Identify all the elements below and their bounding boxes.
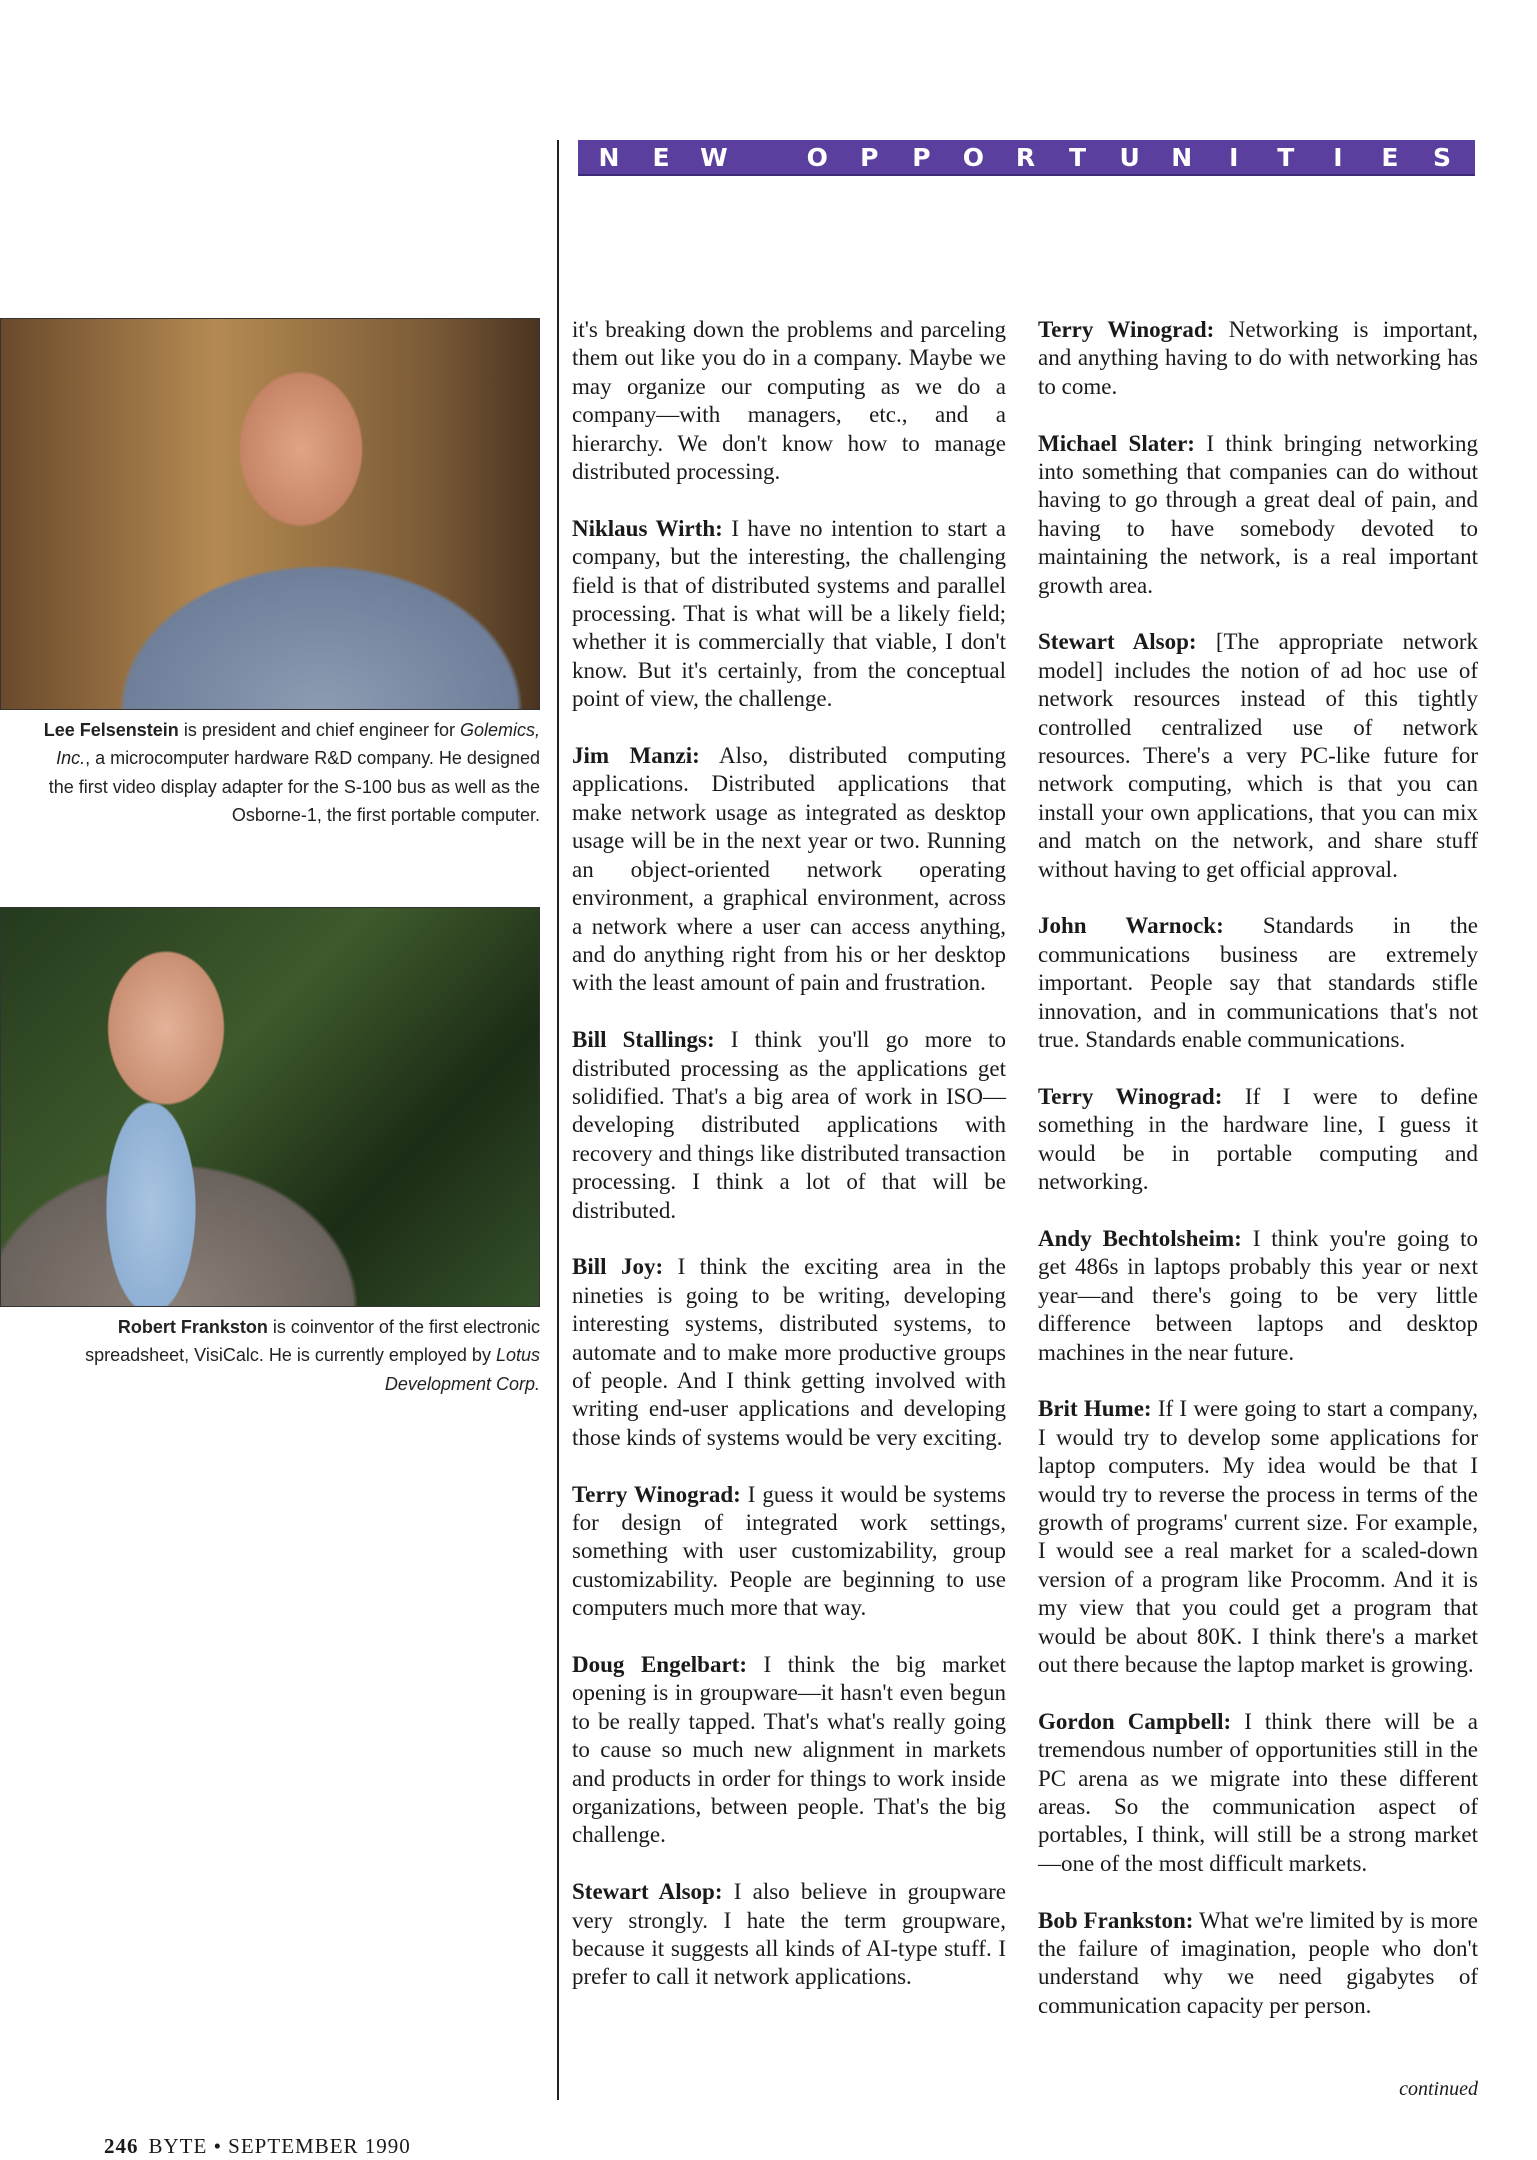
paragraph bbox=[1038, 628, 1478, 884]
banner-letter: N bbox=[1171, 142, 1193, 172]
paragraph bbox=[1038, 1225, 1478, 1367]
speaker-name: Bill Stallings: bbox=[572, 1027, 715, 1053]
caption-robert-frankston bbox=[40, 1313, 540, 1398]
banner-letter: W bbox=[700, 142, 728, 172]
paragraph bbox=[572, 1651, 1006, 1850]
banner-letter: P bbox=[860, 142, 879, 172]
paragraph bbox=[572, 1878, 1006, 1992]
speaker-name: Michael Slater: bbox=[1038, 430, 1195, 456]
paragraph-text: Standards in the communications business are extremely important. People say that standards stifle innovation, and in communications that's not true. Standards enable communications. bbox=[1038, 913, 1478, 1053]
caption-name: Robert Frankston bbox=[117, 1317, 268, 1337]
paragraph-text: it's breaking down the problems and parceling them out like you do in a company. Maybe we may organize our computing as we do a company—with managers, etc., and a hierarchy. We don't know how to manage distributed processing. bbox=[572, 317, 1006, 485]
paragraph bbox=[1038, 1708, 1478, 1878]
speaker-name: Stewart Alsop: bbox=[572, 1879, 723, 1905]
banner-letter: I bbox=[1333, 142, 1343, 172]
speaker-name: Bill Joy: bbox=[572, 1254, 664, 1280]
speaker-name: John Warnock: bbox=[1038, 913, 1224, 939]
column-rule bbox=[557, 140, 559, 2100]
paragraph bbox=[572, 515, 1006, 714]
photo-lee-felsenstein bbox=[0, 318, 540, 710]
paragraph-text: I think bringing networking into something that companies can do without having to go through a great deal of pain, and having to have somebody devoted to maintaining the network, is a real important growth area. bbox=[1038, 430, 1478, 598]
paragraph-text: Networking is important, and anything having to do with networking has to come. bbox=[1038, 317, 1478, 399]
speaker-name: Doug Engelbart: bbox=[572, 1652, 747, 1677]
section-banner bbox=[578, 140, 1475, 176]
caption-lee-felsenstein bbox=[40, 716, 540, 830]
paragraph-text: I think the big market opening is in groupware—it hasn't even begun to be really tapped. That's what's really going to cause so much new alignment in markets and products in order for things to work inside organizations, between people. That's the big challenge. bbox=[572, 1652, 1006, 1848]
banner-letter: P bbox=[912, 142, 931, 172]
paragraph bbox=[1038, 316, 1478, 401]
speaker-name: Stewart Alsop: bbox=[1038, 629, 1197, 655]
banner-letter: N bbox=[598, 142, 620, 172]
paragraph bbox=[572, 1481, 1006, 1623]
speaker-name: Bob Frankston: bbox=[1038, 1907, 1194, 1933]
paragraph-text: I guess it would be systems for design of integrated work settings, something with user customizability, group customizability. People are beginning to use computers much more that way. bbox=[572, 1481, 1006, 1621]
paragraph bbox=[1038, 1907, 1478, 2021]
banner-letter: S bbox=[1432, 142, 1451, 172]
page-number: 246 bbox=[104, 2134, 139, 2158]
banner-letter: E bbox=[1381, 142, 1399, 172]
speaker-name: Terry Winograd: bbox=[1038, 317, 1215, 342]
speaker-name: Terry Winograd: bbox=[572, 1481, 741, 1507]
paragraph-text: I think you're going to get 486s in laptops probably this year or next year—and there's going to be very little difference between laptops and desktop machines in the near future. bbox=[1038, 1225, 1479, 1365]
paragraph bbox=[1038, 1083, 1478, 1197]
paragraph bbox=[572, 1253, 1006, 1452]
banner-letter: I bbox=[1229, 142, 1239, 172]
speaker-name: Terry Winograd: bbox=[1038, 1083, 1223, 1109]
paragraph-text: What we're limited by is more the failure of imagination, people who don't understand why we need gigabytes of communication capacity per person. bbox=[1038, 1907, 1478, 2018]
banner-letter: T bbox=[1277, 142, 1295, 172]
caption-text: is president and chief engineer for bbox=[178, 720, 460, 740]
caption-text: , a microcomputer hardware R&D company. He designed the first video display adapter for the S-100 bus as well as the Osborne-1, the first portable computer. bbox=[48, 748, 540, 826]
caption-company: Golemics, Inc. bbox=[56, 720, 540, 769]
speaker-name: Andy Bechtolsheim: bbox=[1038, 1225, 1242, 1251]
caption-text: is coinventor of the first electronic spreadsheet, VisiCalc. He is currently employed by bbox=[85, 1317, 540, 1366]
speaker-name: Brit Hume: bbox=[1038, 1396, 1152, 1422]
banner-letter: T bbox=[1069, 142, 1087, 172]
caption-name: Lee Felsenstein bbox=[43, 720, 179, 740]
paragraph-text: I also believe in groupware very strongly. I hate the term groupware, because it suggests all kinds of AI-type stuff. I prefer to call it network applications. bbox=[572, 1879, 1006, 1990]
paragraph-text: I have no intention to start a company, but the interesting, the challenging field is that of distributed systems and parallel processing. That is what will be a likely field; whether it is commercially that viable, I don't know. But it's certainly, from the conceptual point of view, the challenge. bbox=[572, 515, 1006, 712]
paragraph bbox=[572, 1026, 1006, 1225]
paragraph-text: If I were going to start a company, I would try to develop some applications for laptop computers. My idea would be that I would try to reverse the process in terms of the growth of programs' current size. For example, I would see a real market for a scaled-down version of a program like Procomm. And it is my view that you could get a program that would be about 80K. I think there's a market out there because the laptop market is growing. bbox=[1038, 1396, 1478, 1677]
paragraph bbox=[572, 316, 1006, 486]
paragraph bbox=[1038, 1395, 1478, 1679]
banner-letter: O bbox=[806, 142, 828, 172]
banner-letter: R bbox=[1015, 142, 1036, 172]
paragraph-text: I think there will be a tremendous number of opportunities still in the PC arena as we migrate into these different areas. So the communication aspect of portables, I think, will still be a strong market—one of the most difficult markets. bbox=[1038, 1708, 1478, 1876]
caption-company: Lotus Development Corp. bbox=[384, 1345, 540, 1394]
paragraph-text: [The appropriate network model] includes the notion of ad hoc use of network resources instead of this tightly controlled centralized use of network resources. There's a very PC-like future for network computing, which is that you can install your own applications, that you can mix and match on the network, and share stuff without having to get official approval. bbox=[1038, 629, 1478, 882]
speaker-name: Jim Manzi: bbox=[572, 743, 700, 769]
continued-label: continued bbox=[1399, 2078, 1478, 2100]
paragraph-text: I think the exciting area in the nineties is going to be writing, developing interesting systems, distributed systems, to automate and to make more productive groups of people. And I think getting involved with writing end-user applications and developing those kinds of systems would be very exciting. bbox=[572, 1254, 1007, 1450]
banner-letter: U bbox=[1119, 142, 1140, 172]
paragraph-text: Also, distributed computing applications. Distributed applications that make network usage as integrated as desktop usage will be in the next year or two. Running an object-oriented network operating environment, a graphical environment, across a network where a user can access anything, and do anything right from his or her desktop with the least amount of pain and frustration. bbox=[572, 743, 1006, 996]
footer-text: BYTE • SEPTEMBER 1990 bbox=[148, 2134, 411, 2158]
paragraph-text: I think you'll go more to distributed processing as the applications get solidified. That's a big area of work in ISO—developing distributed applications with recovery and things like distributed transaction processing. I think a lot of that will be distributed. bbox=[572, 1027, 1006, 1223]
banner-letter: E bbox=[652, 142, 670, 172]
paragraph bbox=[572, 742, 1006, 998]
speaker-name: Gordon Campbell: bbox=[1038, 1708, 1232, 1734]
speaker-name: Niklaus Wirth: bbox=[572, 515, 723, 541]
article-column-3 bbox=[1038, 316, 1478, 2049]
photo-robert-frankston bbox=[0, 907, 540, 1307]
article-column-2 bbox=[572, 316, 1006, 2020]
paragraph bbox=[1038, 430, 1478, 600]
paragraph-text: If I were to define something in the hardware line, I guess it would be in portable computing and networking. bbox=[1038, 1083, 1478, 1195]
banner-letter: O bbox=[962, 142, 985, 172]
paragraph bbox=[1038, 912, 1478, 1054]
page-footer bbox=[104, 2134, 411, 2159]
